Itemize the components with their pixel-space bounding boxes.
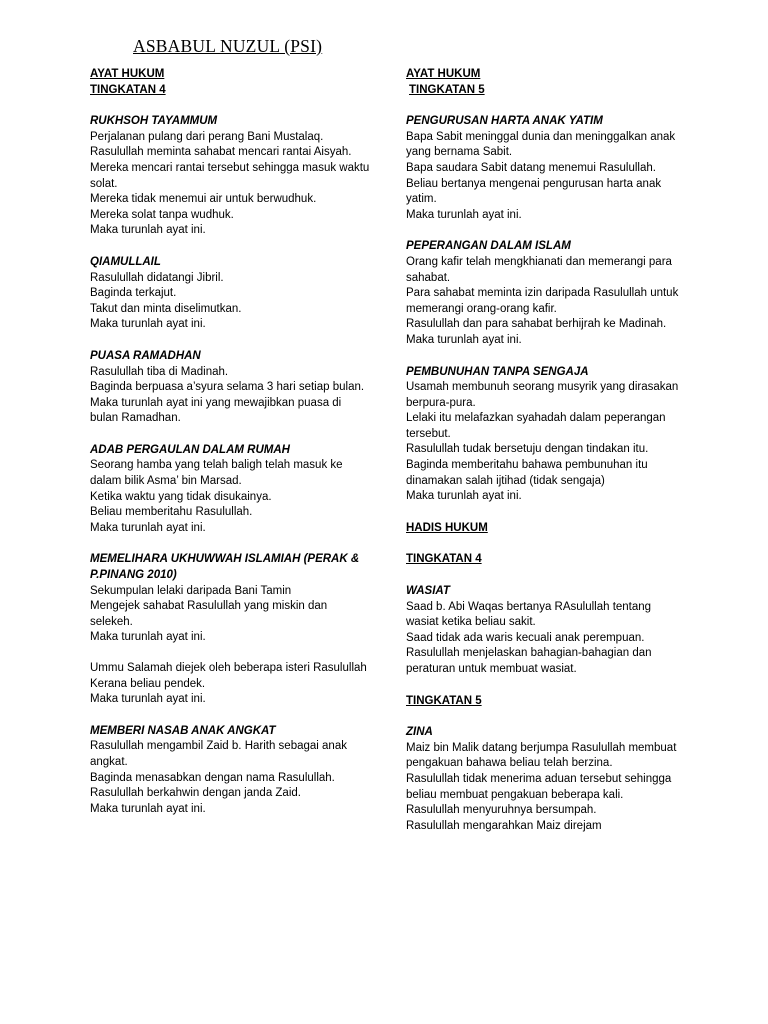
section-puasa-ramadhan [90,349,370,427]
section-title: WASIAT [406,585,450,598]
text-line: Mereka mencari rantai tersebut sehingga masuk waktu solat. [90,161,370,190]
text-line: Baginda terkajut. [90,287,177,300]
text-line: Baginda menasabkan dengan nama Rasulullah. [90,771,335,784]
text-line: Bapa Sabit meninggal dunia dan meninggalkan anak yang bernama Sabit. [406,130,676,159]
text-line: Rasulullah menyuruhnya bersumpah. [406,804,597,817]
section-peperangan-islam [406,239,686,348]
text-line: Mengejek sahabat Rasulullah yang miskin dan selekeh. [90,600,328,628]
section-title: MEMBERI NASAB ANAK ANGKAT [90,724,276,737]
text-line: Maka turunlah ayat ini. [90,693,206,706]
section-rukhsoh-tayammum [90,114,370,239]
text-line: Mereka solat tanpa wudhuk. [90,208,234,221]
section-adab-pergaulan [90,443,370,537]
text-line: Rasulullah dan para sahabat berhijrah ke Madinah. [406,318,667,331]
text-line: Maka turunlah ayat ini. [90,521,206,534]
header-hadis-hukum-wrap [406,521,686,537]
header-hadis-tingkatan-5-wrap [406,694,686,710]
header-hadis-tingkatan-5: TINGKATAN 5 [406,694,482,707]
text-line: Rasulullah tidak menerima aduan tersebut sehingga beliau membuat pengakuan beberapa kali. [406,772,672,801]
section-title: RUKHSOH TAYAMMUM [90,115,218,128]
text-line: Rasulullah berkahwin dengan janda Zaid. [90,787,301,800]
left-column [90,67,370,817]
text-line: Perjalanan pulang dari perang Bani Mustalaq. [90,130,324,143]
text-line: Saad b. Abi Waqas bertanya RAsulullah tentang wasiat ketika beliau sakit. [406,600,652,629]
text-line: Saad tidak ada waris kecuali anak perempuan. [406,631,645,644]
text-line: Rasulullah tudak bersetuju dengan tindakan itu. [406,443,649,456]
text-line: Ketika waktu yang tidak disukainya. [90,490,272,503]
section-title: PUASA RAMADHAN [90,349,201,362]
text-line: Beliau memberitahu Rasulullah. [90,506,253,519]
text-line: Maka turunlah ayat ini. [90,224,206,237]
text-line: Rasulullah didatangi Jibril. [90,271,224,284]
section-zina [406,725,686,834]
section-qiamullail [90,255,370,333]
section-title: PEPERANGAN DALAM ISLAM [406,240,571,253]
section-title: PEMBUNUHAN TANPA SENGAJA [406,365,589,378]
text-line: Lelaki itu melafazkan syahadah dalam peperangan tersebut. [406,412,666,440]
text-line: Baginda memberitahu bahawa pembunuhan itu dinamakan salah ijtihad (tidak sengaja) [406,459,648,487]
section-title: MEMELIHARA UKHUWWAH ISLAMIAH (PERAK & P.PINANG 2010) [90,553,360,582]
text-line: Maiz bin Malik datang berjumpa Rasulullah membuat pengakuan bahawa beliau telah berzina. [406,741,677,770]
section-title: QIAMULLAIL [90,255,161,268]
header-hadis-tingkatan-4: TINGKATAN 4 [406,553,482,566]
document-title: ASBABUL NUZUL (PSI) [133,36,323,56]
header-tingkatan-4: TINGKATAN 4 [90,83,166,96]
text-line: Baginda berpuasa a’syura selama 3 hari setiap bulan. [90,381,365,394]
text-line: Rasulullah menjelaskan bahagian-bahagian dan peraturan untuk membuat wasiat. [406,647,652,675]
text-line: Beliau bertanya mengenai pengurusan harta anak yatim. [406,177,662,206]
header-hadis-hukum: HADIS HUKUM [406,521,488,534]
text-line: Ummu Salamah diejek oleh beberapa isteri Rasulullah [90,662,367,674]
section-nasab-anak-angkat [90,724,370,818]
right-column [406,67,686,834]
text-line: Rasulullah tiba di Madinah. [90,365,229,378]
text-line: Bapa saudara Sabit datang menemui Rasulullah. [406,161,656,174]
header-ayat-hukum: AYAT HUKUM [90,68,165,80]
header-ayat-hukum: AYAT HUKUM [406,68,481,80]
text-line: Sekumpulan lelaki daripada Bani Tamin [90,584,292,597]
text-line: Maka turunlah ayat ini. [406,333,522,346]
paragraph-ummu-salamah [90,661,370,708]
header-hadis-tingkatan-4-wrap [406,552,686,568]
text-line: Maka turunlah ayat ini yang mewajibkan puasa di bulan Ramadhan. [90,396,342,425]
section-harta-anak-yatim [406,114,686,223]
text-line: Usamah membunuh seorang musyrik yang dirasakan berpura-pura. [406,381,679,409]
text-line: Takut dan minta diselimutkan. [90,302,242,315]
text-line: Rasulullah meminta sahabat mencari rantai Aisyah. [90,146,352,159]
text-line: Orang kafir telah mengkhianati dan memerangi para sahabat. [406,255,672,284]
text-line: Rasulullah mengambil Zaid b. Harith sebagai anak angkat. [90,740,347,768]
text-line: Kerana beliau pendek. [90,677,206,690]
section-title: ADAB PERGAULAN DALAM RUMAH [90,443,290,456]
header-tingkatan-5: TINGKATAN 5 [409,83,485,96]
section-wasiat [406,584,686,678]
text-line: Para sahabat meminta izin daripada Rasulullah untuk memerangi orang-orang kafir. [406,287,679,315]
section-ukhuwwah-islamiah [90,552,370,707]
text-line: Maka turunlah ayat ini. [90,802,206,815]
text-line: Maka turunlah ayat ini. [406,490,522,503]
text-line: Maka turunlah ayat ini. [90,318,206,331]
section-title: PENGURUSAN HARTA ANAK YATIM [406,115,603,128]
text-line: Maka turunlah ayat ini. [90,631,206,644]
section-pembunuhan-tanpa-sengaja [406,365,686,505]
text-line: Seorang hamba yang telah baligh telah masuk ke dalam bilik Asma’ bin Marsad. [90,459,343,488]
text-line: Mereka tidak menemui air untuk berwudhuk. [90,193,317,206]
text-line: Maka turunlah ayat ini. [406,208,522,221]
section-title: ZINA [406,726,433,739]
text-line: Rasulullah mengarahkan Maiz direjam [406,819,602,832]
